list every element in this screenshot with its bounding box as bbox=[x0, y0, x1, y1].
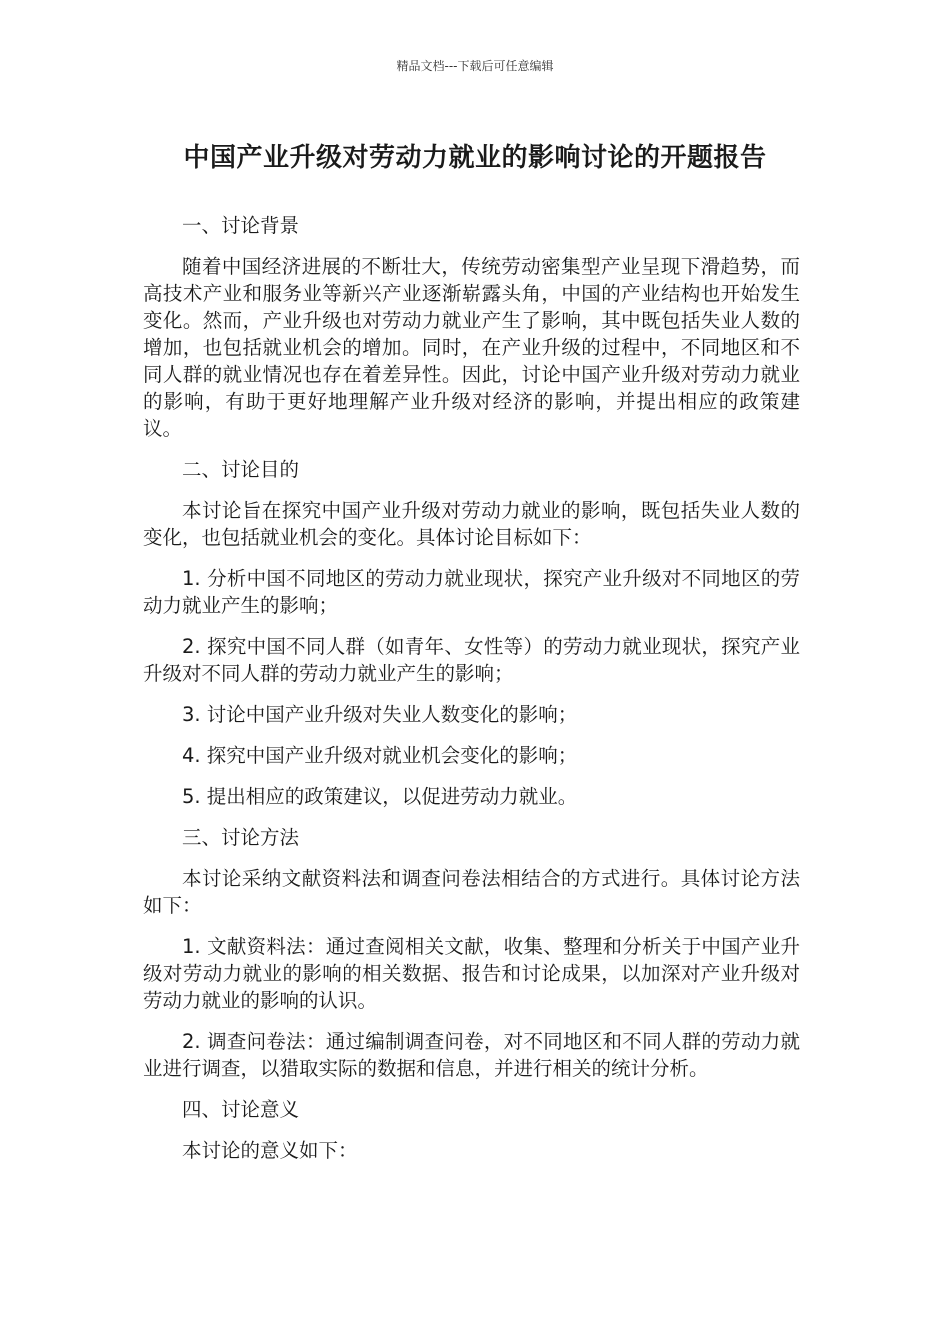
paragraph-significance-intro: 本讨论的意义如下： bbox=[182, 1139, 358, 1162]
list-item-purpose-4: 4. 探究中国产业升级对就业机会变化的影响； bbox=[182, 744, 578, 767]
document-body bbox=[143, 212, 800, 1178]
paragraph-methods-intro: 本讨论采纳文献资料法和调查问卷法相结合的方式进行。具体讨论方法如下： bbox=[143, 867, 800, 917]
paragraph-background: 随着中国经济进展的不断壮大，传统劳动密集型产业呈现下滑趋势，而高技术产业和服务业等新兴产业逐渐崭露头角，中国的产业结构也开始发生变化。然而，产业升级也对劳动力就业产生了影响，其中既包括失业人数的增加，也包括就业机会的增加。同时，在产业升级的过程中，不同地区和不同人群的就业情况也存在着差异性。因此，讨论中国产业升级对劳动力就业的影响，有助于更好地理解产业升级对经济的影响，并提出相应的政策建议。 bbox=[143, 255, 800, 440]
paragraph-purpose-intro: 本讨论旨在探究中国产业升级对劳动力就业的影响，既包括失业人数的变化，也包括就业机会的变化。具体讨论目标如下： bbox=[143, 499, 800, 549]
list-item-purpose-5: 5. 提出相应的政策建议，以促进劳动力就业。 bbox=[182, 785, 578, 808]
section-heading-methods: 三、讨论方法 bbox=[182, 826, 300, 849]
list-item-method-2: 2. 调查问卷法：通过编制调查问卷，对不同地区和不同人群的劳动力就业进行调查，以猎取实际的数据和信息，并进行相关的统计分析。 bbox=[143, 1030, 800, 1080]
list-item-purpose-2: 2. 探究中国不同人群（如青年、女性等）的劳动力就业现状，探究产业升级对不同人群的劳动力就业产生的影响； bbox=[143, 635, 800, 685]
document-title: 中国产业升级对劳动力就业的影响讨论的开题报告 bbox=[183, 143, 767, 173]
list-item-purpose-3: 3. 讨论中国产业升级对失业人数变化的影响； bbox=[182, 703, 578, 726]
header-note: 精品文档---下载后可任意编辑 bbox=[396, 59, 554, 73]
section-heading-background: 一、讨论背景 bbox=[182, 214, 300, 237]
section-heading-significance: 四、讨论意义 bbox=[182, 1098, 300, 1121]
list-item-purpose-1: 1. 分析中国不同地区的劳动力就业现状，探究产业升级对不同地区的劳动力就业产生的影响； bbox=[143, 567, 800, 617]
list-item-method-1: 1. 文献资料法：通过查阅相关文献，收集、整理和分析关于中国产业升级对劳动力就业的影响的相关数据、报告和讨论成果，以加深对产业升级对劳动力就业的影响的认识。 bbox=[143, 935, 800, 1012]
section-heading-purpose: 二、讨论目的 bbox=[182, 458, 300, 481]
